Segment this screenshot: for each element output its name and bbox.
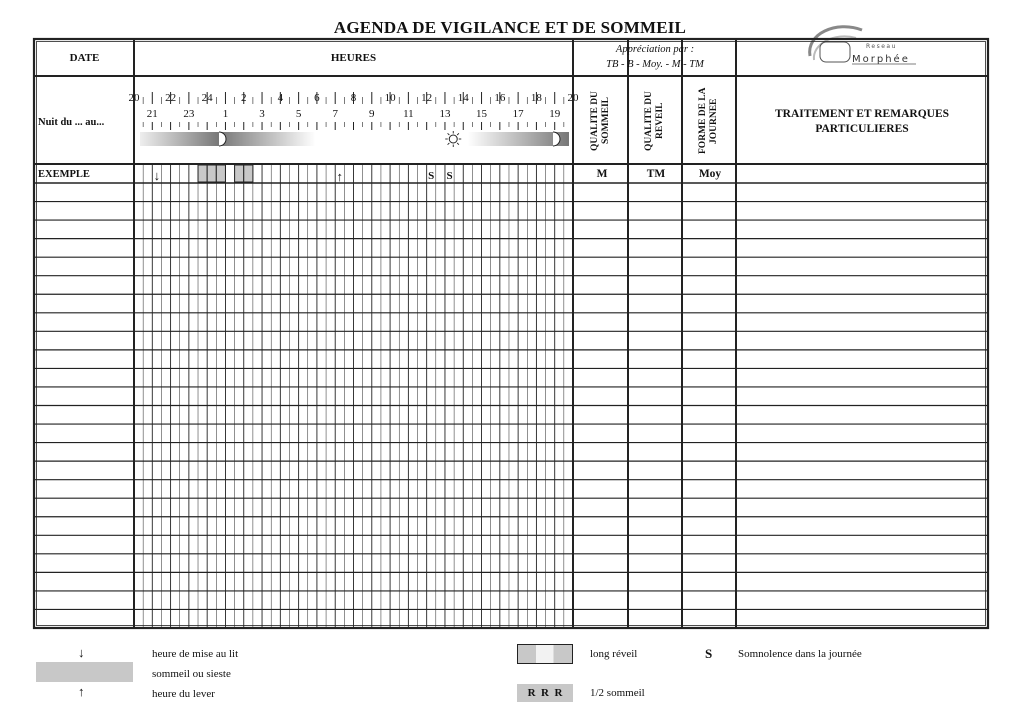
- hour-label-bottom: 5: [295, 108, 302, 120]
- example-bed-arrow-icon: ↓: [153, 168, 161, 183]
- legend-wake-arrow-icon: ↑: [78, 684, 85, 699]
- legend-half-sleep-text: 1/2 sommeil: [590, 687, 645, 699]
- forme-journee-header: FORME DE LA JOURNEE: [698, 87, 719, 155]
- legend-long-wake-text: long réveil: [590, 648, 638, 660]
- hour-label-top: 6: [314, 92, 320, 104]
- example-forme-journee: Moy: [698, 168, 722, 180]
- sun-ray: [457, 143, 459, 145]
- hour-label-top: 18: [530, 92, 542, 104]
- hour-label-bottom: 11: [403, 108, 414, 120]
- logo-name-text: Morphée: [852, 54, 910, 65]
- appreciation-header: [574, 42, 736, 72]
- logo-reseau-text: Reseau: [866, 43, 897, 50]
- hour-label-top: 12: [421, 92, 433, 104]
- legend-wake-text: heure du lever: [152, 688, 215, 700]
- hour-label-bottom: 1: [222, 108, 229, 120]
- sun-ray: [448, 133, 450, 135]
- hour-label-top: 20: [128, 92, 140, 104]
- example-sleep-cell: [244, 165, 253, 182]
- nuit-du-label: Nuit du ... au...: [38, 117, 105, 128]
- night-bar-fade: [219, 132, 316, 146]
- hour-label-bottom: 15: [476, 108, 488, 120]
- hour-label-top: 22: [165, 92, 177, 104]
- example-qualite-sommeil: M: [596, 168, 608, 180]
- legend-bed-text: heure de mise au lit: [152, 648, 239, 660]
- hour-label-top: 24: [201, 92, 213, 104]
- exemple-label: EXEMPLE: [38, 169, 90, 180]
- sun-ray: [457, 133, 459, 135]
- qualite-reveil-header: QUALITE DU REVEIL: [644, 91, 665, 151]
- hour-label-top: 4: [277, 92, 284, 104]
- hour-label-top: 8: [350, 92, 357, 104]
- appreciation-line1: Appréciation par :: [615, 44, 695, 55]
- example-sleep-cell: [207, 165, 216, 182]
- hour-label-bottom: 13: [439, 108, 451, 120]
- appreciation-line2: TB - B - Moy. - M - TM: [606, 59, 704, 70]
- legend-half-sleep-swatch: R R R: [517, 684, 573, 702]
- hour-label-top: 14: [457, 92, 469, 104]
- legend-somnolence-mark: S: [705, 646, 713, 661]
- example-somnolence-mark: S: [428, 170, 435, 182]
- example-qualite-reveil: TM: [646, 168, 666, 180]
- example-sleep-cell: [198, 165, 207, 182]
- legend-long-wake-swatch: [517, 644, 573, 664]
- hour-label-top: 10: [384, 92, 396, 104]
- hour-label-bottom: 17: [512, 108, 524, 120]
- qualite-sommeil-header: QUALITE DU SOMMEIL: [590, 91, 611, 151]
- page-title: AGENDA DE VIGILANCE ET DE SOMMEIL: [333, 18, 687, 37]
- hour-label-bottom: 23: [183, 108, 195, 120]
- heures-header: HEURES: [330, 52, 377, 64]
- example-wake-arrow-icon: ↑: [336, 169, 344, 184]
- legend-bed-arrow-icon: ↓: [78, 645, 85, 660]
- hour-label-bottom: 19: [549, 108, 561, 120]
- sun-ray: [448, 143, 450, 145]
- legend-sleep-swatch: [36, 662, 133, 682]
- hour-label-bottom: 3: [259, 108, 265, 120]
- example-somnolence-mark: S: [446, 170, 453, 182]
- hour-label-bottom: 9: [369, 108, 375, 120]
- traitement-header: TRAITEMENT ET REMARQUES PARTICULIERES: [774, 108, 950, 135]
- hour-label-top: 20: [567, 92, 579, 104]
- example-sleep-cell: [235, 165, 244, 182]
- hour-label-top: 2: [241, 92, 247, 104]
- example-sleep-cell: [216, 165, 225, 182]
- hour-label-bottom: 21: [146, 108, 158, 120]
- legend-somnolence-text: Somnolence dans la journée: [738, 648, 862, 660]
- hour-label-top: 16: [494, 92, 506, 104]
- sun-icon: [449, 135, 457, 143]
- date-header: DATE: [69, 52, 100, 64]
- night-bar-start: [140, 132, 219, 146]
- hour-label-bottom: 7: [332, 108, 338, 120]
- legend-sleep-text: sommeil ou sieste: [152, 668, 231, 680]
